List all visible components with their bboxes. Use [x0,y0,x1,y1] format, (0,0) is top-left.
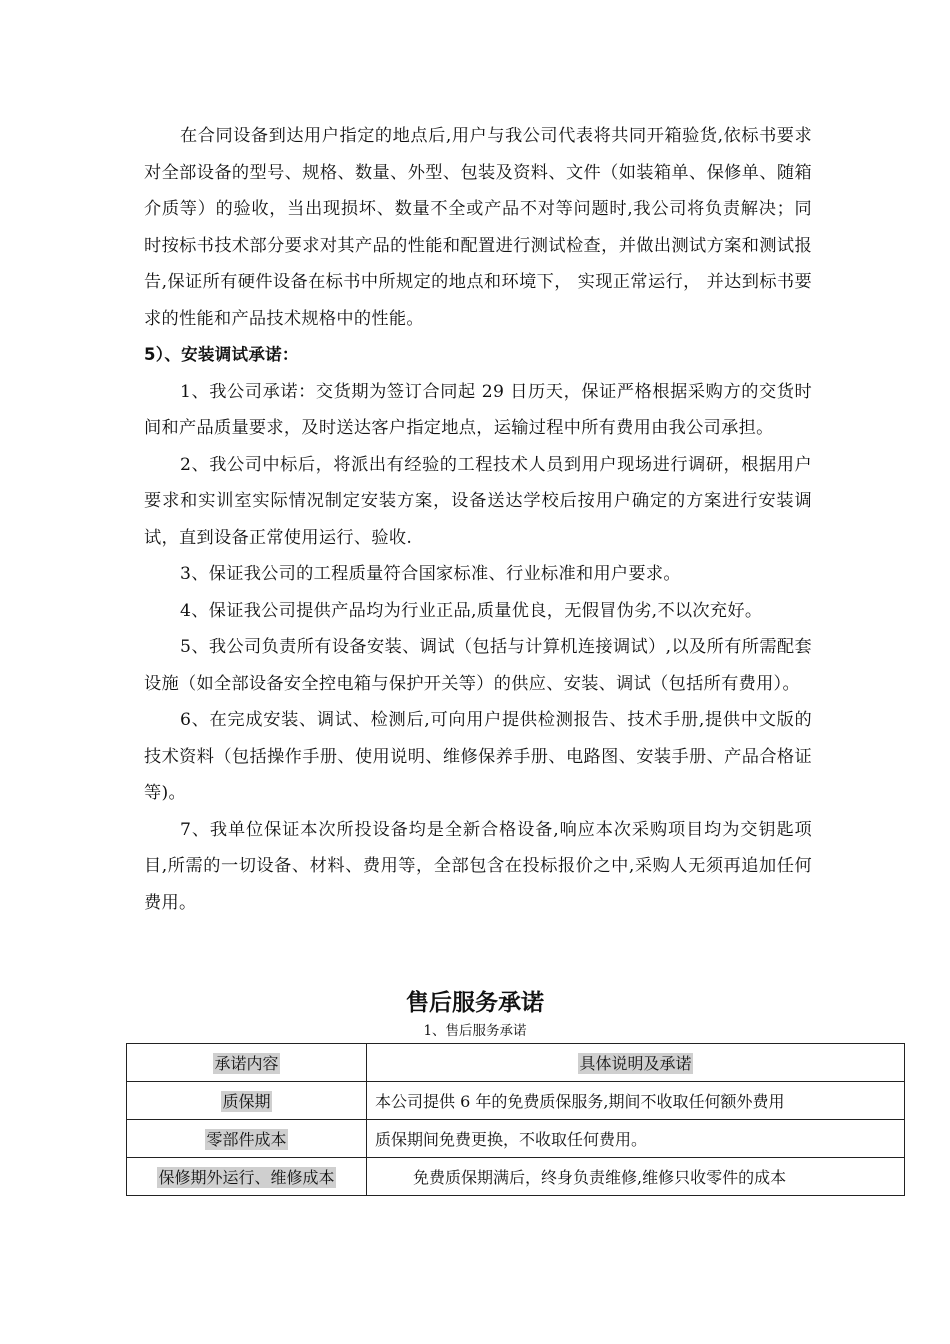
paragraph-acceptance: 在合同设备到达用户指定的地点后,用户与我公司代表将共同开箱验货,依标书要求对全部设备的型号、规格、数量、外型、包装及资料、文件（如装箱单、保修单、随箱介质等）的验收，当出现损坏、数量不全或产品不对等问题时,我公司将负责解决；同时按标书技术部分要求对其产品的性能和配置进行测试检查，并做出测试方案和测试报告,保证所有硬件设备在标书中所规定的地点和环境下， 实现正常运行， 并达到标书要求的性能和产品技术规格中的性能。 [144,126,812,329]
header-label-content: 承诺内容 [214,1054,279,1073]
table-cell: 本公司提供 6 年的免费质保服务,期间不收取任何额外费用 [367,1082,905,1120]
commitment-item-3: 3、保证我公司的工程质量符合国家标准、行业标准和用户要求。 [180,564,681,584]
table-header-row [127,1044,905,1082]
commitment-item-1: 1、我公司承诺：交货期为签订合同起 29 日历天，保证严格根据采购方的交货时间和产品质量要求，及时送达客户指定地点，运输过程中所有费用由我公司承担。 [144,381,812,438]
table-row [127,1158,905,1196]
table-cell [127,1158,367,1196]
commitment-item-2: 2、我公司中标后，将派出有经验的工程技术人员到用户现场进行调研，根据用户要求和实训室实际情况制定安装方案，设备送达学校后按用户确定的方案进行安装调试，直到设备正常使用运行、验收. [144,454,812,548]
row-label-out-of-warranty: 保修期外运行、维修成本 [158,1168,335,1187]
header-label-description: 具体说明及承诺 [579,1054,692,1073]
table-cell: 免费质保期满后，终身负责维修,维修只收零件的成本 [367,1158,905,1196]
table-caption: 1、售后服务承诺 [423,1023,527,1039]
body-text [144,118,812,921]
commitment-item-6: 6、在完成安装、调试、检测后,可向用户提供检测报告、技术手册,提供中文版的技术资料（包括操作手册、使用说明、维修保养手册、电路图、安装手册、产品合格证等)。 [144,710,812,803]
table-cell [127,1120,367,1158]
row-label-parts-cost: 零部件成本 [206,1130,287,1149]
section-title: 售后服务承诺 [406,990,544,1016]
section-heading-installation: 5）、安装调试承诺： [144,345,299,364]
table-cell: 质保期间免费更换，不收取任何费用。 [367,1120,905,1158]
commitment-item-7: 7、我单位保证本次所投设备均是全新合格设备,响应本次采购项目均为交钥匙项目,所需的一切设备、材料、费用等，全部包含在投标报价之中,采购人无须再追加任何费用。 [144,819,812,913]
after-sales-table [126,1043,905,1196]
commitment-item-4: 4、保证我公司提供产品均为行业正品,质量优良，无假冒伪劣,不以次充好。 [180,600,763,621]
table-cell [127,1082,367,1120]
table-row [127,1082,905,1120]
row-label-warranty: 质保期 [222,1092,271,1111]
table-header-cell [367,1044,905,1082]
commitment-item-5: 5、我公司负责所有设备安装、调试（包括与计算机连接调试）,以及所有所需配套设施（如全部设备安全控电箱与保护开关等）的供应、安装、调试（包括所有费用）。 [144,637,812,694]
table-row [127,1120,905,1158]
table-header-cell [127,1044,367,1082]
